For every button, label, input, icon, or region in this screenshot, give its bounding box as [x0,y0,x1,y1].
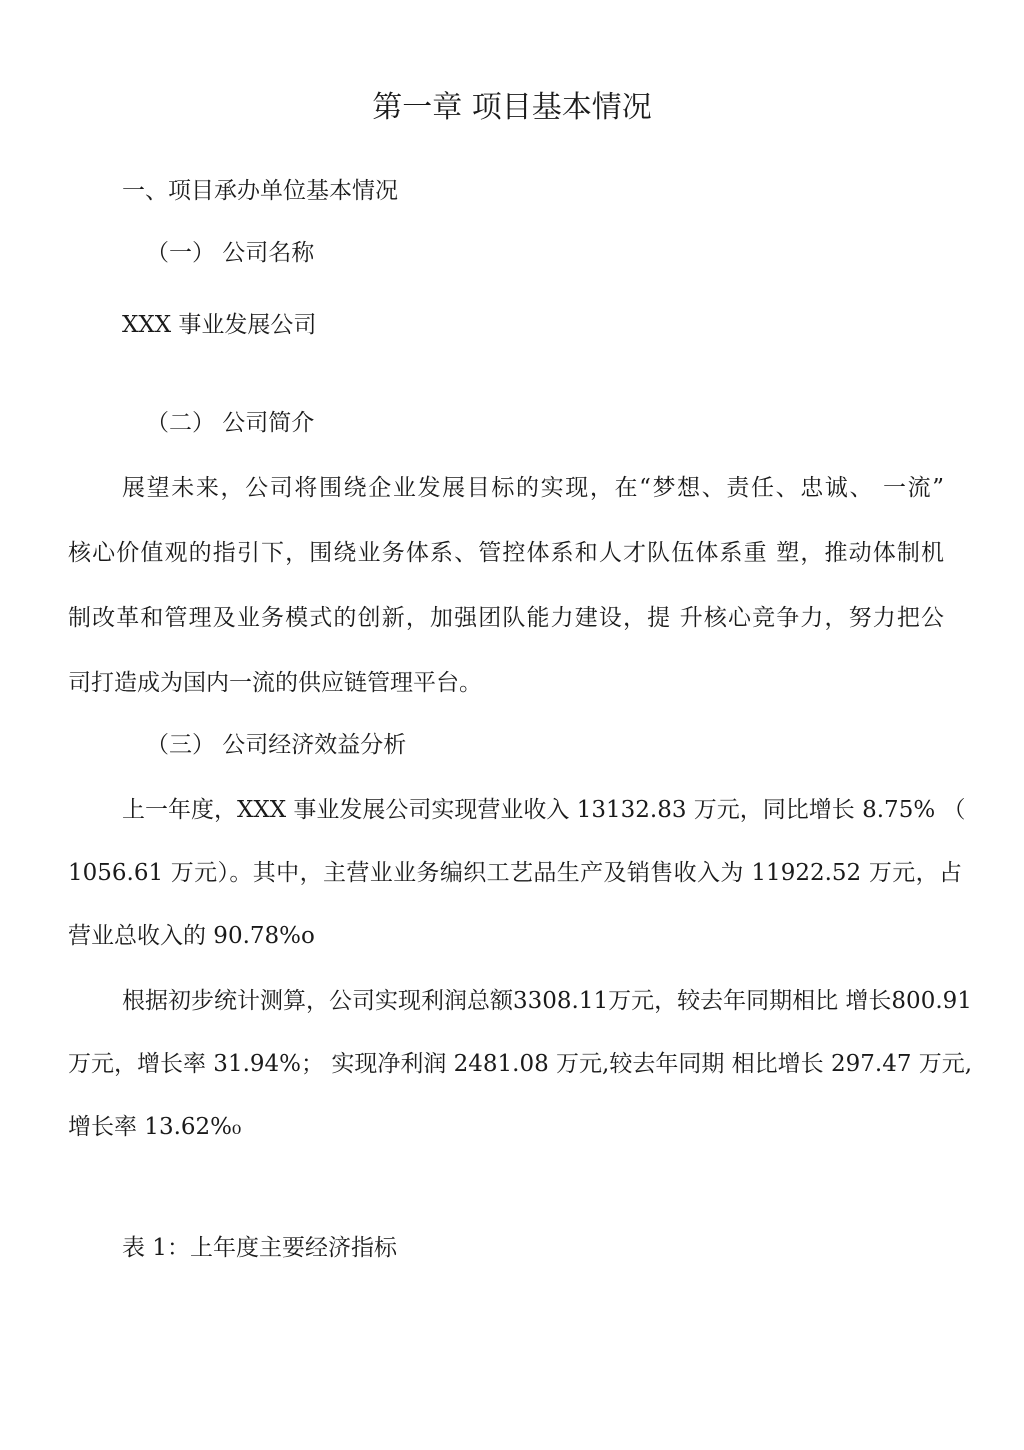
intro-paragraph-line: 制改革和管理及业务模式的创新，加强团队能力建设，提 升核心竞争力，努力把公 [68,605,944,631]
subsection-heading-economic-analysis: （三） 公司经济效益分析 [146,732,407,758]
section-heading: 一、项目承办单位基本情况 [122,178,398,204]
profit-paragraph-line: 根据初步统计测算，公司实现利润总额3308.11万元，较去年同期相比 增长800.91 [122,988,972,1014]
subsection-heading-company-intro: （二） 公司简介 [146,410,315,436]
subsection-heading-company-name: （一） 公司名称 [146,240,315,266]
economic-paragraph-line: 营业总收入的 90.78%o [68,923,315,949]
intro-paragraph-line: 展望未来，公司将围绕企业发展目标的实现，在“梦想、责任、忠诚、 一流” [122,475,944,501]
economic-paragraph-line: 1056.61 万元）。其中，主营业业务编织工艺品生产及销售收入为 11922.52 万元，占 [68,860,962,886]
intro-paragraph-line: 核心价值观的指引下，围绕业务体系、管控体系和人才队伍体系重 塑，推动体制机 [68,540,944,566]
profit-paragraph-line: 增长率 13.62%₀ [68,1114,242,1140]
intro-paragraph-line: 司打造成为国内一流的供应链管理平台。 [68,670,482,696]
table-caption: 表 1：上年度主要经济指标 [122,1235,397,1261]
economic-paragraph-line: 上一年度，XXX 事业发展公司实现营业收入 13132.83 万元，同比增长 8.75% （ [122,797,966,823]
profit-paragraph-line: 万元，增长率 31.94%； 实现净利润 2481.08 万元,较去年同期 相比增长 297.47 万元, [68,1051,973,1077]
company-name-text: XXX 事业发展公司 [122,312,317,338]
chapter-title: 第一章 项目基本情况 [372,90,652,125]
